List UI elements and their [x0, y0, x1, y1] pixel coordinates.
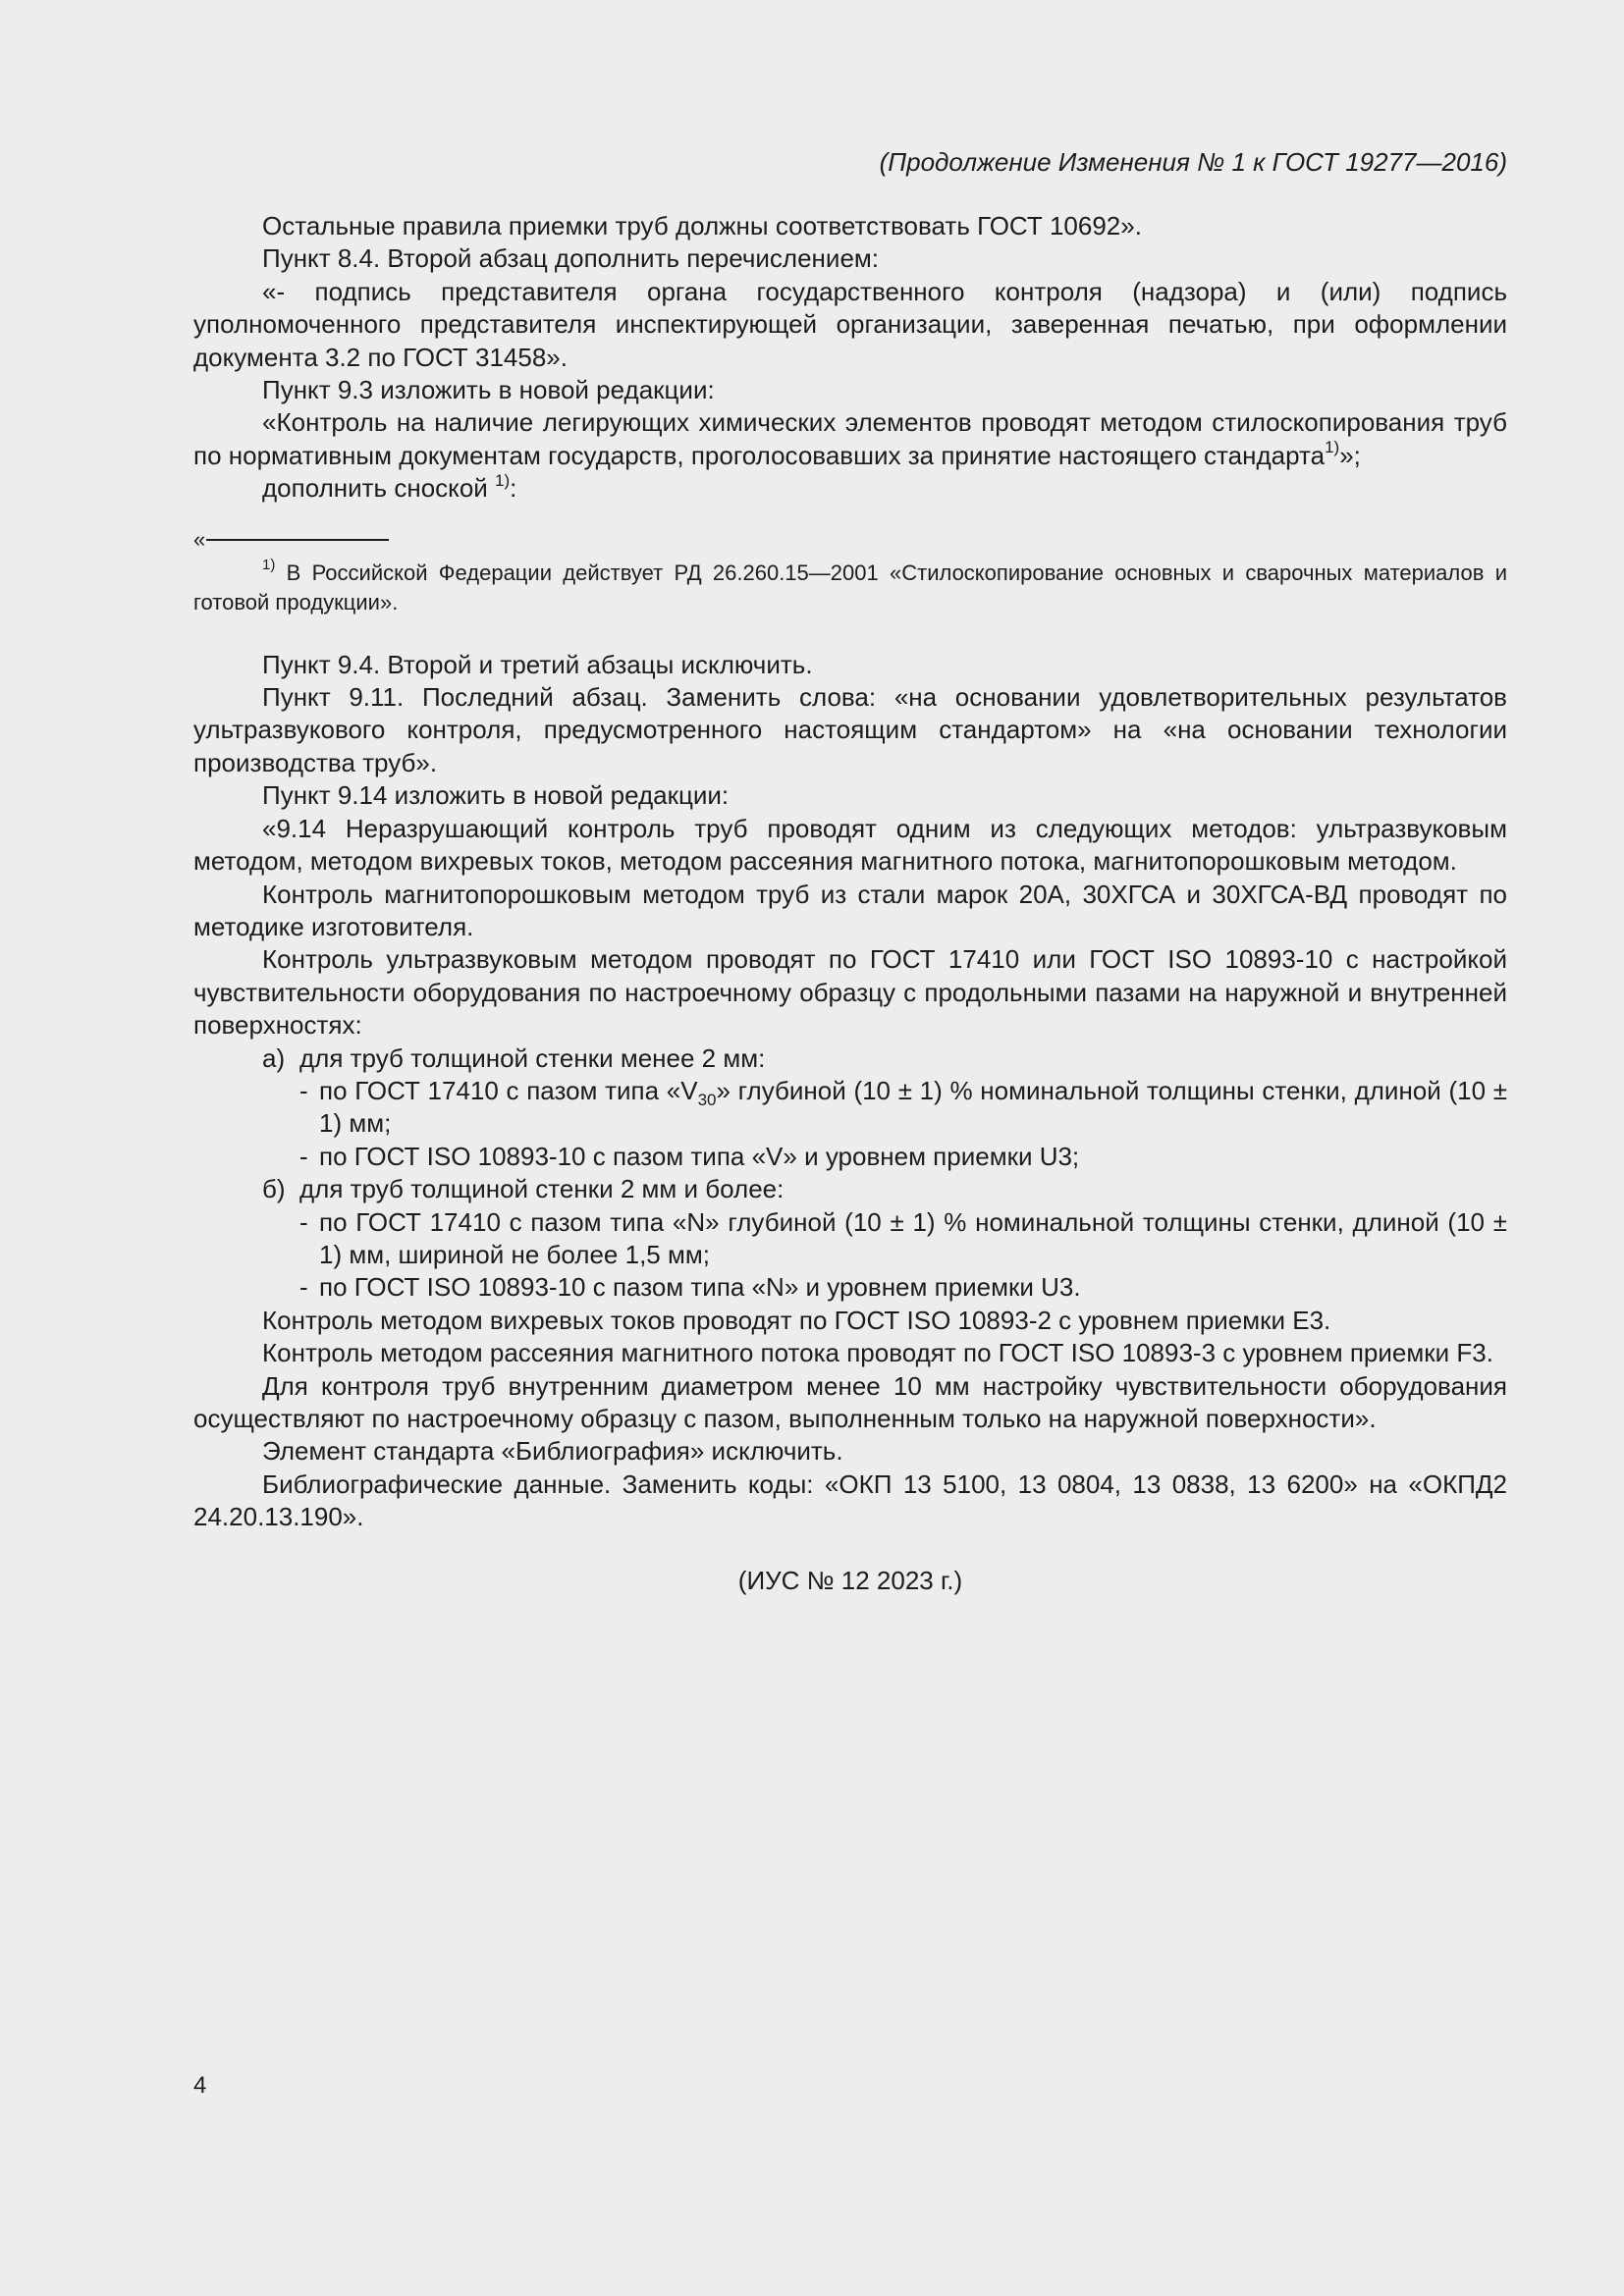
- dash-text: по ГОСТ ISO 10893-10 с пазом типа «N» и уровнем приемки U3.: [319, 1272, 1081, 1303]
- running-header: (Продолжение Изменения № 1 к ГОСТ 19277—2016): [879, 147, 1507, 177]
- footnote-body: В Российской Федерации действует РД 26.260.15—2001 «Стилоскопирование основных и сварочных материалов и готовой продукции».: [193, 560, 1507, 614]
- paragraph-end: »;: [1339, 440, 1361, 470]
- dash-marker: -: [299, 1272, 308, 1303]
- paragraph: [193, 472, 1507, 505]
- paragraph: Пункт 9.14 изложить в новой редакции:: [262, 780, 730, 811]
- footnote-mark: 1): [262, 557, 276, 574]
- paragraph: Пункт 9.4. Второй и третий абзацы исключить.: [262, 649, 813, 679]
- list-text: для труб толщиной стенки 2 мм и более:: [299, 1174, 785, 1204]
- dash-item: [193, 1075, 1507, 1141]
- list-text: для труб толщиной стенки менее 2 мм:: [299, 1042, 766, 1073]
- list-marker: а): [262, 1042, 286, 1073]
- paragraph: «9.14 Неразрушающий контроль труб проводят одним из следующих методов: ультразвуковым методом, методом вихревых токов, методом рассеяния магнитного потока, магнитопорошковым методом.: [193, 813, 1507, 877]
- paragraph: Для контроля труб внутренним диаметром менее 10 мм настройку чувствительности оборудования осуществляют по настроечному образцу с пазом, выполненным только на наружной поверхности».: [193, 1370, 1507, 1433]
- subscript: 30: [697, 1091, 717, 1110]
- footnote-ref: 1): [495, 470, 511, 490]
- ius-reference: (ИУС № 12 2023 г.): [737, 1565, 963, 1595]
- paragraph-text: дополнить сноской: [262, 473, 496, 504]
- dash-item: [193, 1141, 1507, 1173]
- page-number: 4: [193, 2072, 207, 2099]
- list-item-a: [193, 1042, 1507, 1075]
- paragraph: Пункт 8.4. Второй абзац дополнить перечислением:: [262, 243, 879, 274]
- dash-marker: -: [299, 1075, 308, 1105]
- paragraph: Пункт 9.3 изложить в новой редакции:: [262, 375, 715, 405]
- paragraph: [193, 406, 1507, 472]
- paragraph-end: :: [510, 473, 517, 504]
- paragraph: Элемент стандарта «Библиография» исключить.: [262, 1436, 843, 1467]
- dash-text-start: по ГОСТ 17410 с пазом типа «V: [319, 1075, 698, 1105]
- list-marker: б): [262, 1174, 286, 1204]
- dash-marker: -: [299, 1141, 308, 1171]
- paragraph: «- подпись представителя органа государственного контроля (надзора) и (или) подпись уполномоченного представителя инспектирующей организации, заверенная печатью, при оформлении документа 3.2 по ГОСТ 31458».: [193, 276, 1507, 372]
- dash-marker: -: [299, 1206, 308, 1237]
- dash-text-end: » глубиной (10 ± 1) % номинальной толщины стенки, длиной (10 ± 1) мм;: [319, 1075, 1507, 1139]
- footnote-rule: [193, 527, 1507, 553]
- paragraph: Пункт 9.11. Последний абзац. Заменить слова: «на основании удовлетворительных результатов ультразвукового контроля, предусмотренного настоящим стандартом» на «на основании технологии производства труб».: [193, 682, 1507, 777]
- paragraph-text: «Контроль на наличие легирующих химических элементов проводят методом стилоскопирования труб по нормативным документам государств, проголосовавших за принятие настоящего стандарта: [193, 407, 1507, 470]
- paragraph: Остальные правила приемки труб должны соответствовать ГОСТ 10692».: [262, 211, 1142, 240]
- list-item-b: [193, 1173, 1507, 1205]
- paragraph: Библиографические данные. Заменить коды: «ОКП 13 5100, 13 0804, 13 0838, 13 6200» на «ОКПД2 24.20.13.190».: [193, 1468, 1507, 1532]
- footnote-block: [193, 527, 1507, 617]
- dash-item: [193, 1271, 1507, 1304]
- paragraph: Контроль магнитопорошковым методом труб из стали марок 20А, 30ХГСА и 30ХГСА-ВД проводят по методике изготовителя.: [193, 879, 1507, 941]
- dash-text: по ГОСТ ISO 10893-10 с пазом типа «V» и уровнем приемки U3;: [319, 1141, 1080, 1171]
- footnote-text: [193, 559, 1507, 617]
- dash-text: по ГОСТ 17410 с пазом типа «N» глубиной (10 ± 1) % номинальной толщины стенки, длиной (10 ± 1) мм, шириной не более 1,5 мм;: [319, 1206, 1507, 1269]
- document-page: [193, 145, 1507, 1597]
- dash-text: [319, 1075, 1507, 1141]
- paragraph: Контроль методом вихревых токов проводят по ГОСТ ISO 10893-2 с уровнем приемки Е3.: [262, 1305, 1331, 1335]
- dash-item: [193, 1206, 1507, 1272]
- footnote-separator: [206, 539, 389, 541]
- footnote-ref: 1): [1325, 438, 1340, 457]
- open-quote: «: [193, 526, 206, 552]
- paragraph: Контроль методом рассеяния магнитного потока проводят по ГОСТ ISO 10893-3 с уровнем приемки F3.: [262, 1338, 1493, 1368]
- paragraph: Контроль ультразвуковым методом проводят по ГОСТ 17410 или ГОСТ ISO 10893-10 с настройкой чувствительности оборудования по настроечному образцу с продольными пазами на наружной и внутренней поверхностях:: [193, 944, 1507, 1041]
